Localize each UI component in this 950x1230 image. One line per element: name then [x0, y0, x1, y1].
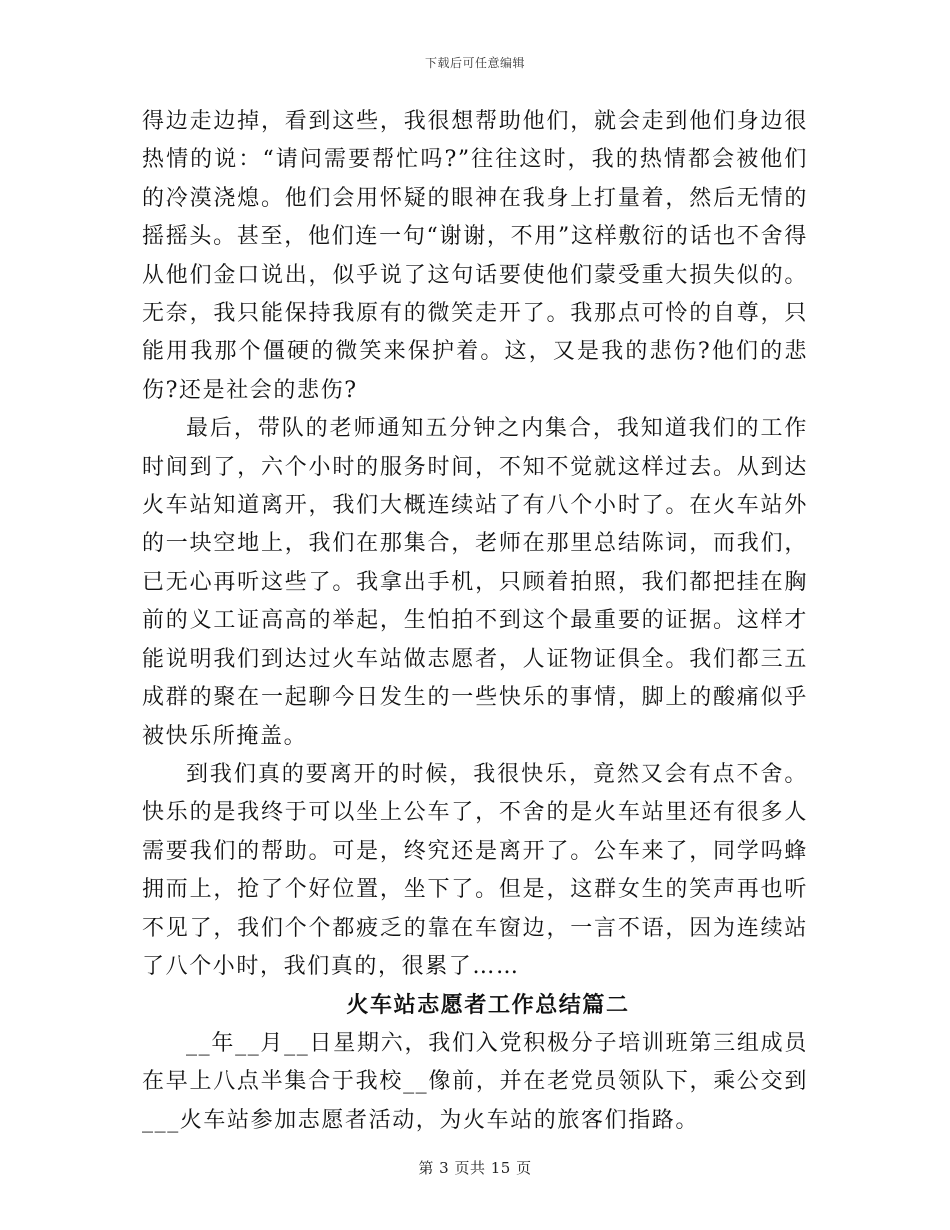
section-heading: 火车站志愿者工作总结篇二 — [346, 992, 630, 1019]
paragraph-continued: 得边走边掉，看到这些，我很想帮助他们，就会走到他们身边很热情的说：“请问需要帮忙吗?”往往这时，我的热情都会被他们的冷漠浇熄。他们会用怀疑的眼神在我身上打量着，然后无情的摇摇头。甚至，他们连一句“谢谢，不用”这样敷衍的话也不舍得从他们金口说出，似乎说了这句话要使他们蒙受重大损失似的。无奈，我只能保持我原有的微笑走开了。我那点可怜的自尊，只能用我那个僵硬的微笑来保护着。这，又是我的悲伤?他们的悲伤?还是社会的悲伤? — [142, 109, 808, 403]
paragraph: 最后，带队的老师通知五分钟之内集合，我知道我们的工作时间到了，六个小时的服务时间，不知不觉就这样过去。从到达火车站知道离开，我们大概连续站了有八个小时了。在火车站外的一块空地上，我们在那集合，老师在那里总结陈词，而我们，已无心再听这些了。我拿出手机，只顾着拍照，我们都把挂在胸前的义工证高高的举起，生怕拍不到这个最重要的证据。这样才能说明我们到达过火车站做志愿者，人证物证俱全。我们都三五成群的聚在一起聊今日发生的一些快乐的事情，脚上的酸痛似乎被快乐所掩盖。 — [142, 416, 808, 749]
page-number: 第 3 页共 15 页 — [418, 1159, 532, 1177]
paragraph: __年__月__日星期六，我们入党积极分子培训班第三组成员在早上八点半集合于我校__像前，并在老党员领队下，乘公交到___火车站参加志愿者活动，为火车站的旅客们指路。 — [142, 1030, 808, 1133]
page-header: 下载后可任意编辑 — [424, 56, 525, 70]
paragraph: 到我们真的要离开的时候，我很快乐，竟然又会有点不舍。快乐的是我终于可以坐上公车了，不舍的是火车站里还有很多人需要我们的帮助。可是，终究还是离开了。公车来了，同学吗蜂拥而上，抢了个好位置，坐下了。但是，这群女生的笑声再也听不见了，我们个个都疲乏的靠在车窗边，一言不语，因为连续站了八个小时，我们真的，很累了…… — [142, 761, 808, 979]
document-body — [142, 103, 808, 1140]
